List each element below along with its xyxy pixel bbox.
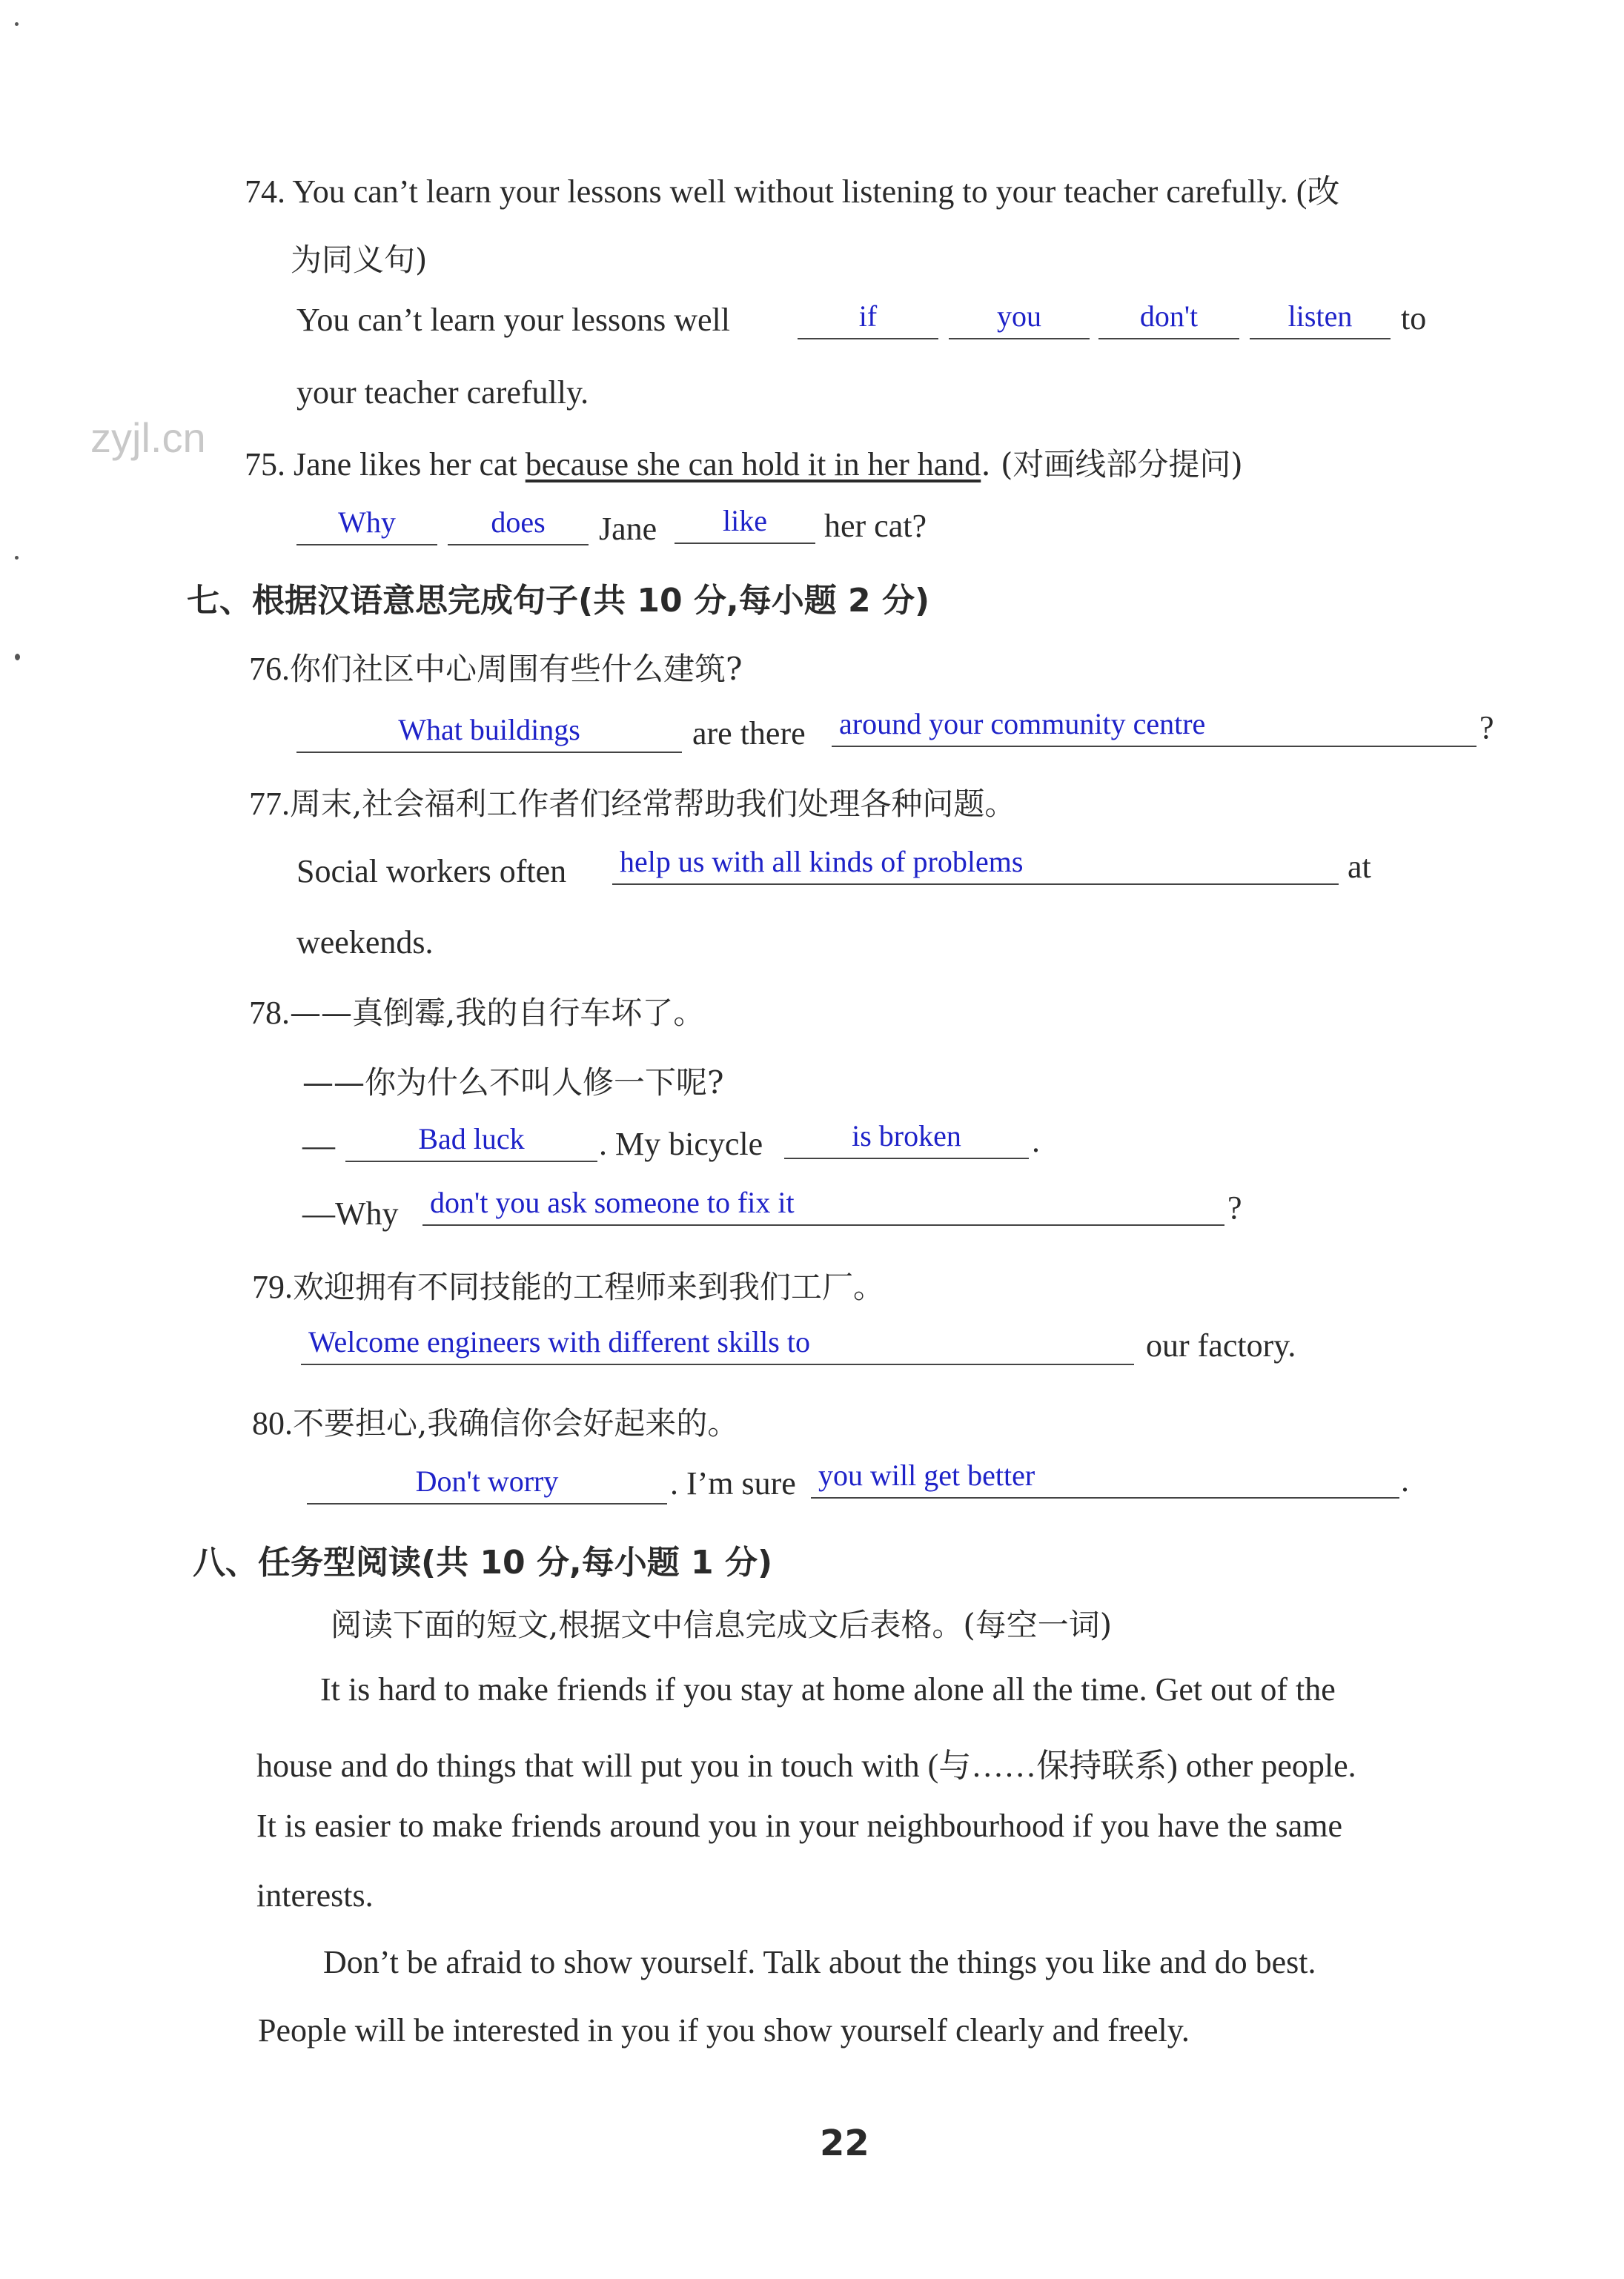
q77-number: 77. — [249, 786, 290, 822]
q78-blank-3[interactable] — [422, 1186, 1224, 1226]
q78-blank-1[interactable] — [345, 1122, 597, 1162]
q80-chinese — [252, 1399, 738, 1444]
q74-answer-3: don't — [1139, 299, 1199, 333]
q75-prompt — [245, 440, 1243, 485]
q75-blank-2[interactable] — [448, 505, 589, 545]
q79-after: our factory. — [1146, 1327, 1296, 1364]
q74-line2: your teacher carefully. — [296, 374, 589, 411]
q79-chinese-text: 欢迎拥有不同技能的工程师来到我们工厂。 — [293, 1269, 885, 1305]
q78-dash: — — [302, 1127, 335, 1164]
passage-para2-line2: People will be interested in you if you show yourself clearly and freely. — [258, 2012, 1190, 2049]
q79-number: 79. — [252, 1269, 293, 1305]
q78-end-2: ? — [1227, 1190, 1242, 1226]
scan-speck — [15, 556, 19, 560]
scan-speck — [15, 654, 20, 660]
q80-answer-2: you will get better — [818, 1459, 1035, 1492]
q76-chinese-text: 你们社区中心周围有些什么建筑? — [290, 651, 743, 687]
q77-line2: weekends. — [296, 924, 434, 961]
q80-blank-2[interactable] — [811, 1459, 1399, 1499]
q78-number: 78. — [249, 995, 290, 1031]
passage-para1-line4: interests. — [256, 1877, 374, 1914]
q75-text-after: . (对画线部分提问) — [981, 446, 1243, 482]
q79-blank[interactable] — [301, 1325, 1134, 1365]
section8-title: 八、任务型阅读(共 10 分,每小题 1 分) — [193, 1544, 773, 1582]
q74-blank-3[interactable] — [1098, 299, 1239, 339]
q74-prompt-cont: 为同义句) — [291, 242, 428, 278]
q75-answer-1: Why — [338, 505, 396, 539]
q77-after: at — [1348, 849, 1371, 885]
q75-number: 75. — [245, 446, 285, 482]
passage-para1-line2: house and do things that will put you in touch with (与……保持联系) other people. — [256, 1748, 1356, 1784]
q76-chinese — [249, 645, 743, 689]
q79-answer: Welcome engineers with different skills to — [308, 1325, 810, 1359]
q78-chinese-1 — [249, 989, 704, 1033]
q76-number: 76. — [249, 651, 290, 687]
q76-middle: are there — [692, 715, 806, 752]
q74-answer-4: listen — [1287, 299, 1353, 333]
q80-chinese-text: 不要担心,我确信你会好起来的。 — [293, 1405, 739, 1442]
q78-why: —Why — [302, 1195, 399, 1232]
q74-prompt-text: You can’t learn your lessons well without listening to your teacher carefully. (改 — [292, 173, 1340, 210]
q80-answer-1: Don't worry — [415, 1464, 559, 1498]
section7-title: 七、根据汉语意思完成句子(共 10 分,每小题 2 分) — [187, 582, 930, 620]
q74-blank-1[interactable] — [798, 299, 938, 339]
q76-answer-1: What buildings — [398, 713, 580, 746]
q78-answer-3: don't you ask someone to fix it — [430, 1186, 795, 1219]
q74-after: to — [1401, 300, 1427, 336]
q74-blank-4[interactable] — [1250, 299, 1391, 339]
section8-instruction: 阅读下面的短文,根据文中信息完成文后表格。(每空一词) — [331, 1607, 1113, 1643]
q75-answer-2: does — [491, 505, 546, 539]
q74-number: 74. — [245, 173, 285, 210]
q80-end: . — [1401, 1462, 1409, 1499]
q77-answer: help us with all kinds of problems — [620, 845, 1024, 878]
q75-blank-1[interactable] — [296, 505, 437, 545]
q75-blank-3[interactable] — [675, 504, 815, 544]
q80-number: 80. — [252, 1405, 293, 1442]
q79-chinese — [252, 1263, 884, 1307]
passage-para1-line1: It is hard to make friends if you stay at home alone all the time. Get out of the — [320, 1671, 1336, 1708]
q76-end: ? — [1479, 709, 1494, 746]
watermark: zyjl.cn — [90, 414, 206, 461]
q74-line1: You can’t learn your lessons well — [296, 302, 730, 338]
q80-blank-1[interactable] — [307, 1464, 667, 1505]
q77-chinese — [249, 780, 1015, 824]
q80-mid: . I’m sure — [670, 1465, 796, 1502]
q76-blank-1[interactable] — [296, 713, 682, 753]
q77-before: Social workers often — [296, 853, 567, 889]
q78-answer-2: is broken — [852, 1119, 961, 1152]
q75-end: her cat? — [824, 508, 927, 544]
q78-blank-2[interactable] — [784, 1119, 1029, 1159]
q78-mid: . My bicycle — [599, 1126, 763, 1162]
q77-chinese-text: 周末,社会福利工作者们经常帮助我们处理各种问题。 — [290, 786, 1016, 822]
q75-underlined-part: because she can hold it in her hand — [525, 446, 981, 482]
q78-chinese-1-text: ——真倒霉,我的自行车坏了。 — [290, 995, 705, 1031]
q74-prompt — [245, 165, 1339, 212]
passage-para2-line1: Don’t be afraid to show yourself. Talk about the things you like and do best. — [323, 1944, 1316, 1980]
passage-para1-line3: It is easier to make friends around you in your neighbourhood if you have the same — [256, 1808, 1343, 1844]
q76-answer-2: around your community centre — [839, 707, 1206, 740]
q76-blank-2[interactable] — [832, 707, 1476, 747]
q75-jane: Jane — [599, 511, 657, 547]
q74-blank-2[interactable] — [949, 299, 1090, 339]
q77-blank[interactable] — [612, 845, 1339, 885]
q78-end-1: . — [1032, 1123, 1040, 1159]
q78-answer-1: Bad luck — [418, 1122, 525, 1155]
q78-chinese-2: ——你为什么不叫人修一下呢? — [302, 1064, 724, 1101]
q74-answer-1: if — [858, 299, 878, 333]
q75-answer-3: like — [723, 504, 767, 537]
page-number: 22 — [820, 2123, 869, 2164]
q74-answer-2: you — [997, 299, 1041, 333]
scan-speck — [15, 22, 19, 26]
q75-text-before: Jane likes her cat — [294, 446, 517, 482]
